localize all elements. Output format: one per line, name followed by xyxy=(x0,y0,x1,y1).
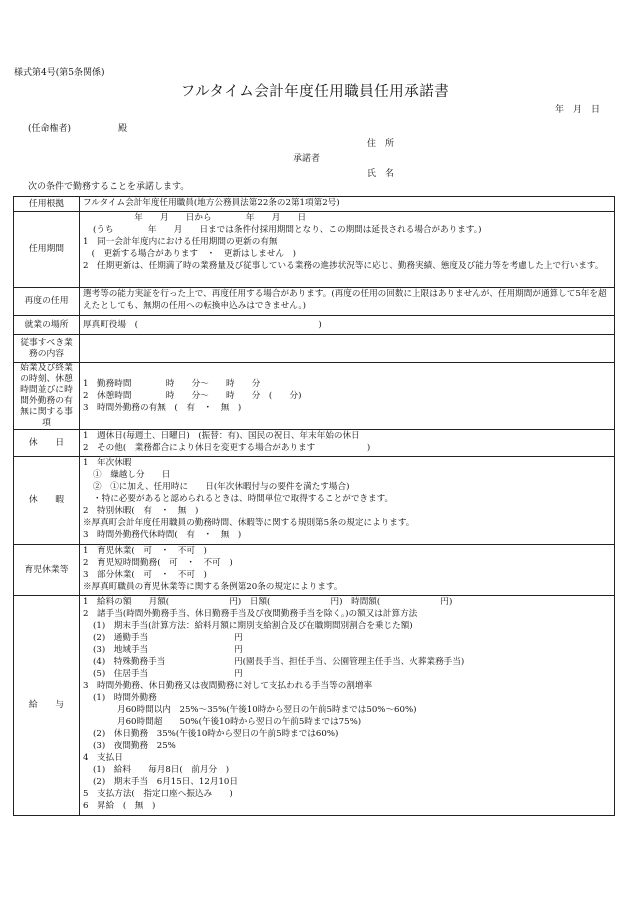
pay-line: (2) 通勤手当 円 xyxy=(93,632,243,643)
label-hours: 始業及び終業の時刻、休憩時間並びに時間外勤務の有無に関する事項 xyxy=(14,363,80,430)
hours-line: 1 勤務時間 時 分～ 時 分 xyxy=(83,378,261,389)
basis-line: フルタイム会計年度任用職員(地方公務員法第22条の2第1項第2号) xyxy=(83,198,340,208)
conditions-table xyxy=(13,196,615,816)
content-duties xyxy=(80,335,615,363)
hours-line: 3 時間外勤務の有無 ( 有 ・ 無 ) xyxy=(83,402,242,413)
pay-line: (4) 特殊勤務手当 円(園長手当、担任手当、公園管理主任手当、火葬業務手当) xyxy=(93,656,465,667)
pay-line: 2 諸手当(時間外勤務手当、休日勤務手当及び夜間勤務手当を除く。)の額又は計算方法 xyxy=(83,608,418,619)
leave-line: 2 特別休暇( 有 ・ 無 ) xyxy=(83,505,199,516)
pay-line: 6 昇給 ( 無 ) xyxy=(83,800,156,811)
pay-line: 月60時間以内 25%～35%(午後10時から翌日の午前5時までは50%～60%) xyxy=(117,704,417,715)
workplace-line: 厚真町役場 ( ) xyxy=(83,320,322,330)
appointer-label: (任命権者) xyxy=(28,124,72,134)
row-workplace xyxy=(14,316,615,335)
label-period: 任用期間 xyxy=(14,212,80,288)
period-line: (うち 年 月 日までは条件付採用期間となり、この期間は延長される場合があります。) xyxy=(93,225,482,235)
content-holiday xyxy=(80,429,615,456)
pay-line: (5) 住居手当 円 xyxy=(93,668,243,679)
childcare-line: 1 育児休業( 可 ・ 不可 ) xyxy=(83,545,207,556)
holiday-line: 1 週休日(毎週土、日曜日) (振替：有)、国民の祝日、年末年始の休日 xyxy=(83,430,360,441)
honorific-label: 殿 xyxy=(118,124,128,134)
pay-line: (3) 地域手当 円 xyxy=(93,644,243,655)
label-workplace: 就業の場所 xyxy=(14,316,80,335)
leave-line: 1 年次休暇 xyxy=(83,457,132,468)
row-period xyxy=(14,212,615,288)
row-duties xyxy=(14,335,615,363)
label-duties: 従事すべき業務の内容 xyxy=(14,335,80,363)
row-holiday xyxy=(14,429,615,456)
pay-line: 5 支払方法( 指定口座へ振込み ) xyxy=(83,788,233,799)
content-reappoint xyxy=(80,288,615,316)
row-leave xyxy=(14,456,615,544)
label-holiday: 休 日 xyxy=(14,429,80,456)
childcare-line: ※厚真町職員の育児休業等に関する条例第20条の規定によります。 xyxy=(83,581,343,592)
content-period xyxy=(80,212,615,288)
label-childcare: 育児休業等 xyxy=(14,544,80,595)
intro-text: 次の条件で勤務することを承諾します。 xyxy=(28,182,190,192)
content-hours xyxy=(80,363,615,430)
row-basis xyxy=(14,197,615,212)
childcare-line: 3 部分休業( 可 ・ 不可 ) xyxy=(83,569,207,580)
content-leave xyxy=(80,456,615,544)
acceptor-label: 承諾者 xyxy=(293,154,321,164)
content-pay xyxy=(80,595,615,815)
pay-line: (2) 期末手当 6月15日、12月10日 xyxy=(93,776,238,787)
form-number: 様式第4号(第5条関係) xyxy=(14,68,105,78)
row-childcare xyxy=(14,544,615,595)
content-basis xyxy=(80,197,615,212)
content-workplace xyxy=(80,316,615,335)
childcare-line: 2 育児短時間勤務( 可 ・ 不可 ) xyxy=(83,557,233,568)
period-line: 2 任期更新は、任期満了時の業務量及び従事している業務の進捗状況等に応じ、勤務実績、態度及び能力等を考慮した上で行います。 xyxy=(83,261,604,271)
leave-line: 3 時間外勤務代休時間( 有 ・ 無 ) xyxy=(83,529,242,540)
reappoint-line: 選考等の能力実証を行った上で、再度任用する場合があります。(再度の任用の回数に上限はありませんが、任用期間が通算して5年を超えたとしても、無期の任用への転換申込みはできません。) xyxy=(83,289,607,311)
pay-line: (3) 夜間勤務 25% xyxy=(93,740,176,751)
label-reappoint: 再度の任用 xyxy=(14,288,80,316)
leave-line: ※厚真町会計年度任用職員の勤務時間、休暇等に関する規則第5条の規定によります。 xyxy=(83,517,415,528)
pay-line: 4 支払日 xyxy=(83,752,123,763)
leave-line: ・特に必要があると認められるときは、時間単位で取得することができます。 xyxy=(93,493,394,504)
label-basis: 任用根拠 xyxy=(14,197,80,212)
period-line: 年 月 日から 年 月 日 xyxy=(117,213,307,223)
date-line: 年 月 日 xyxy=(554,105,600,115)
content-childcare xyxy=(80,544,615,595)
pay-line: 3 時間外勤務、休日勤務又は夜間勤務に対して支払われる手当等の割増率 xyxy=(83,680,373,691)
pay-line: 月60時間超 50%(午後10時から翌日の午前5時までは75%) xyxy=(117,716,362,727)
label-leave: 休 暇 xyxy=(14,456,80,544)
address-label: 住 所 xyxy=(367,139,395,149)
leave-line: ② ①に加え、任用時に 日(年次休暇付与の要件を満たす場合) xyxy=(93,481,350,492)
period-line: ( 更新する場合があります ・ 更新はしません ) xyxy=(83,249,296,259)
name-label: 氏 名 xyxy=(367,169,395,179)
document-title: フルタイム会計年度任用職員任用承諾書 xyxy=(180,84,450,100)
pay-line: (1) 期末手当(計算方法：給料月額に期別支給割合及び在職期間別割合を乗じた額) xyxy=(93,620,413,631)
row-pay xyxy=(14,595,615,815)
pay-line: (1) 時間外勤務 xyxy=(93,692,157,703)
row-hours xyxy=(14,363,615,430)
label-pay: 給 与 xyxy=(14,595,80,815)
row-reappoint xyxy=(14,288,615,316)
holiday-line: 2 その他( 業務都合により休日を変更する場合があります ) xyxy=(83,442,371,453)
pay-line: 1 給料の額 月額( 円) 日額( 円) 時間額( 円) xyxy=(83,596,453,607)
pay-line: (2) 休日勤務 35%(午後10時から翌日の午前5時までは60%) xyxy=(93,728,339,739)
period-line: 1 同一会計年度内における任用期間の更新の有無 xyxy=(83,237,278,247)
pay-line: (1) 給料 毎月8日( 前月分 ) xyxy=(93,764,230,775)
hours-line: 2 休憩時間 時 分～ 時 分 ( 分) xyxy=(83,390,302,401)
leave-line: ① 繰越し分 日 xyxy=(93,469,171,480)
